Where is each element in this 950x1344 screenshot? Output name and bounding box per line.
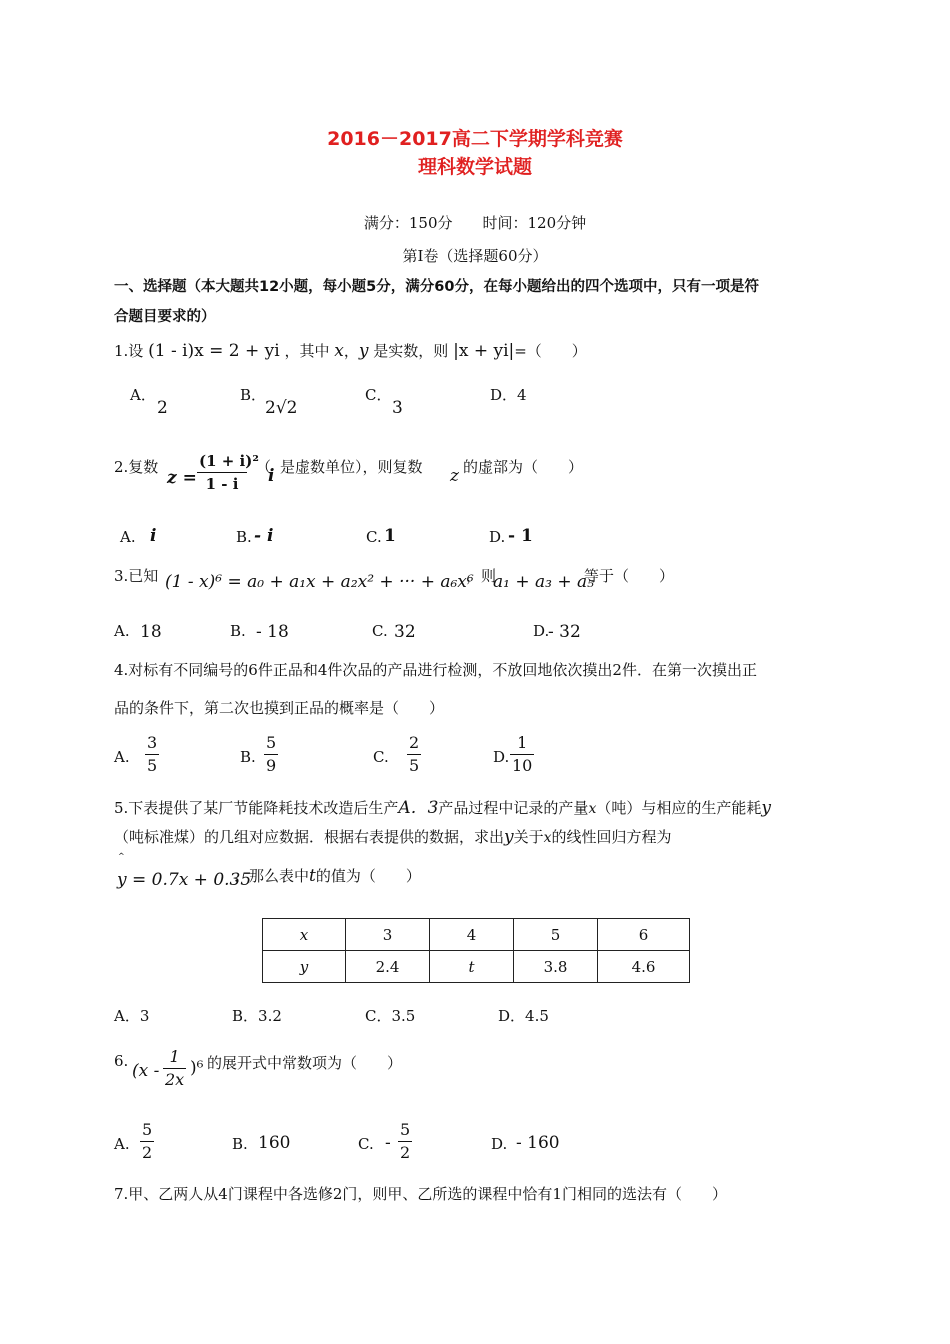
q3-option-c-value: 32 xyxy=(394,622,416,642)
q2-tail: 的虚部为（ ） xyxy=(463,458,584,476)
q3-option-b-value: - 18 xyxy=(256,622,289,642)
q2-prefix: 2.复数 xyxy=(114,458,159,476)
q5-hat: ^ xyxy=(118,852,125,861)
q6-option-c-sign: - xyxy=(385,1133,391,1153)
q5-data-table xyxy=(262,918,690,983)
q4-option-c-label: C. xyxy=(373,748,389,766)
q6-option-d-label: D. xyxy=(491,1135,508,1153)
q6-c-num: 5 xyxy=(398,1119,412,1142)
q4-option-b-label: B. xyxy=(240,748,256,766)
q6-prefix: 6. xyxy=(114,1052,129,1070)
q1-text-2: 是实数，则 xyxy=(373,342,449,360)
q5-var-x2: x xyxy=(543,830,552,846)
exam-subtitle: 理科数学试题 xyxy=(417,156,532,178)
q3-sum: a₁ + a₃ + a₅ xyxy=(493,572,594,592)
q4-option-d-fraction xyxy=(510,732,534,777)
table-cell: 3.8 xyxy=(514,951,598,983)
q6-option-a-label: A. xyxy=(114,1135,130,1153)
table-cell-y-header: y xyxy=(299,957,309,976)
q1-option-c-value: 3 xyxy=(392,398,403,418)
table-cell: 2.4 xyxy=(346,951,430,983)
q6-a-frac xyxy=(140,1119,154,1164)
q5-line2 xyxy=(114,826,672,847)
table-cell: 3 xyxy=(346,919,430,951)
q5-var-a: A．3 xyxy=(398,798,439,818)
q3-tail: 等于（ ） xyxy=(584,567,675,585)
table-cell: 4.6 xyxy=(598,951,690,983)
table-cell xyxy=(263,951,346,983)
q1-prefix: 1.设 xyxy=(114,342,144,360)
q2-z: z = xyxy=(167,468,197,488)
q2-fraction-body xyxy=(197,450,259,495)
q3-option-d-value: - 32 xyxy=(548,622,581,642)
q2-text: 是虚数单位），则复数 xyxy=(280,458,423,476)
q2-numerator: (1 + i)² xyxy=(197,450,247,473)
q6-den: 2x xyxy=(165,1070,185,1089)
q2-option-c-value: 1 xyxy=(384,526,396,546)
q5-option-a: A．3 xyxy=(114,1007,150,1025)
q1-option-a-label: A． xyxy=(130,386,156,404)
q5-line3-a: ，那么表中 xyxy=(234,867,310,885)
q1-option-c-label: C． xyxy=(365,386,392,404)
table-cell: 6 xyxy=(598,919,690,951)
volume-heading: 第Ⅰ卷（选择题60分） xyxy=(402,247,548,265)
q5-var-x: x xyxy=(588,801,597,817)
q5-option-c: C．3.5 xyxy=(365,1007,416,1025)
q5-line1-c: （吨）与相应的生产能耗 xyxy=(596,799,762,817)
q6-option-b-value: 160 xyxy=(258,1133,291,1153)
q6-tail: 的展开式中常数项为（ ） xyxy=(207,1054,403,1072)
q5-regression-equation: y = 0.7x + 0.35 xyxy=(117,870,252,890)
q4-option-a-label: A. xyxy=(114,748,130,766)
q4-b-frac xyxy=(264,732,278,777)
q2-fraction xyxy=(197,450,259,495)
q4-option-d-label: D. xyxy=(493,748,510,766)
score-time: 满分：150分 时间：120分钟 xyxy=(363,214,587,232)
q5-line3 xyxy=(234,865,421,886)
q5-line1 xyxy=(114,793,771,818)
q6-c-frac xyxy=(398,1119,412,1164)
table-cell-x-header: x xyxy=(299,925,309,944)
q3-expansion: (1 - x)⁶ = a₀ + a₁x + a₂x² + ··· + a₆x⁶ xyxy=(165,572,474,592)
q6-option-b-label: B. xyxy=(232,1135,248,1153)
q5-line2-b: 关于 xyxy=(513,828,544,846)
question-1 xyxy=(114,340,587,361)
q2-option-b-value: - i xyxy=(254,526,274,546)
q4-b-num: 5 xyxy=(264,732,278,755)
table-cell-t: t xyxy=(468,957,475,976)
q4-c-frac xyxy=(407,732,421,777)
q4-line1: 4.对标有不同编号的6件正品和4件次品的产品进行检测，不放回地依次摸出2件．在第一次摸出正 xyxy=(114,661,757,679)
q4-a-den: 5 xyxy=(147,756,158,775)
q5-option-d: D．4.5 xyxy=(498,1007,549,1025)
q1-option-a-value: 2 xyxy=(157,398,168,418)
q3-prefix: 3.已知 xyxy=(114,567,159,585)
q5-line1-a: 5.下表提供了某厂节能降耗技术改造后生产 xyxy=(114,799,399,817)
table-row xyxy=(263,919,690,951)
q5-line1-b: 产品过程中记录的产量 xyxy=(438,799,589,817)
section-heading: 一、选择题（本大题共12小题，每小题5分，满分60分，在每小题给出的四个选项中，只有一项是符 xyxy=(114,279,759,295)
q4-b-den: 9 xyxy=(266,756,277,775)
q5-var-t: t xyxy=(309,866,316,886)
q4-line2: 品的条件下，第二次也摸到正品的概率是（ ） xyxy=(114,699,445,717)
q6-option-a-fraction xyxy=(140,1119,154,1164)
question-7: 7.甲、乙两人从4门课程中各选修2门，则甲、乙所选的课程中恰有1门相同的选法有（ ） xyxy=(114,1185,727,1203)
q4-a-num: 3 xyxy=(145,732,159,755)
q6-option-c-fraction xyxy=(398,1119,412,1164)
q5-line2-c: 的线性回归方程为 xyxy=(551,828,672,846)
q6-c-den: 2 xyxy=(400,1143,411,1162)
q2-option-d-value: - 1 xyxy=(508,526,533,546)
q3-option-c-label: C. xyxy=(372,622,388,640)
q4-c-den: 5 xyxy=(409,756,420,775)
q1-comma: ， xyxy=(343,342,359,360)
q1-equation: (1 - i)x = 2 + yi xyxy=(148,341,280,361)
q3-option-b-label: B. xyxy=(230,622,246,640)
q4-a-frac xyxy=(145,732,159,777)
q6-open: (x - xyxy=(132,1061,160,1081)
table-cell: 4 xyxy=(430,919,514,951)
q2-option-a-value: i xyxy=(150,526,157,546)
q6-option-d-value: - 160 xyxy=(516,1133,560,1153)
q2-option-d-label: D. xyxy=(489,528,506,546)
q2-option-c-label: C. xyxy=(366,528,382,546)
q2-option-b-label: B. xyxy=(236,528,252,546)
q1-option-b-value: 2√2 xyxy=(265,398,298,418)
q6-num: 1 xyxy=(163,1046,186,1069)
q4-d-den: 10 xyxy=(512,756,533,775)
q1-abs-expr: |x + yi| xyxy=(453,341,515,361)
exam-title: 2016－2017高二下学期学科竞赛 xyxy=(327,128,623,150)
q1-option-b-label: B． xyxy=(240,386,267,404)
section-heading-cont: 合题目要求的） xyxy=(114,309,216,325)
q2-paren: （ xyxy=(256,458,272,476)
q4-option-a-fraction xyxy=(145,732,159,777)
q3-option-d-label: D. xyxy=(533,622,550,640)
q5-var-y: y xyxy=(761,798,771,818)
q3-text: ，则 xyxy=(466,567,497,585)
q5-var-y2: y xyxy=(504,827,514,847)
q1-var-y: y xyxy=(358,341,369,361)
q2-i: i xyxy=(268,466,275,486)
q2-option-a-label: A. xyxy=(120,528,136,546)
q3-option-a-label: A. xyxy=(114,622,130,640)
q5-option-b: B．3.2 xyxy=(232,1007,282,1025)
q6-a-den: 2 xyxy=(142,1143,153,1162)
q1-option-d: D．4 xyxy=(490,386,527,404)
q1-tail: =（ ） xyxy=(514,342,587,360)
q2-denominator: 1 - i xyxy=(205,475,239,493)
q4-d-num: 1 xyxy=(510,732,534,755)
q6-fraction xyxy=(163,1046,186,1091)
table-cell: 5 xyxy=(514,919,598,951)
q5-line2-a: （吨标准煤）的几组对应数据．根据右表提供的数据，求出 xyxy=(114,828,505,846)
q6-close: )⁶ xyxy=(190,1058,204,1078)
q5-line3-b: 的值为（ ） xyxy=(315,867,421,885)
q4-option-b-fraction xyxy=(264,732,278,777)
q6-option-c-label: C. xyxy=(358,1135,374,1153)
table-cell xyxy=(430,951,514,983)
table-row xyxy=(263,951,690,983)
q4-c-num: 2 xyxy=(407,732,421,755)
q1-text-1: ，其中 xyxy=(284,342,330,360)
q4-d-frac xyxy=(510,732,534,777)
q3-option-a-value: 18 xyxy=(140,622,162,642)
q2-z2: z xyxy=(450,466,459,486)
q6-frac xyxy=(163,1046,186,1091)
q1-var-x: x xyxy=(334,341,344,361)
q4-option-c-fraction xyxy=(407,732,421,777)
table-cell xyxy=(263,919,346,951)
q6-a-num: 5 xyxy=(140,1119,154,1142)
